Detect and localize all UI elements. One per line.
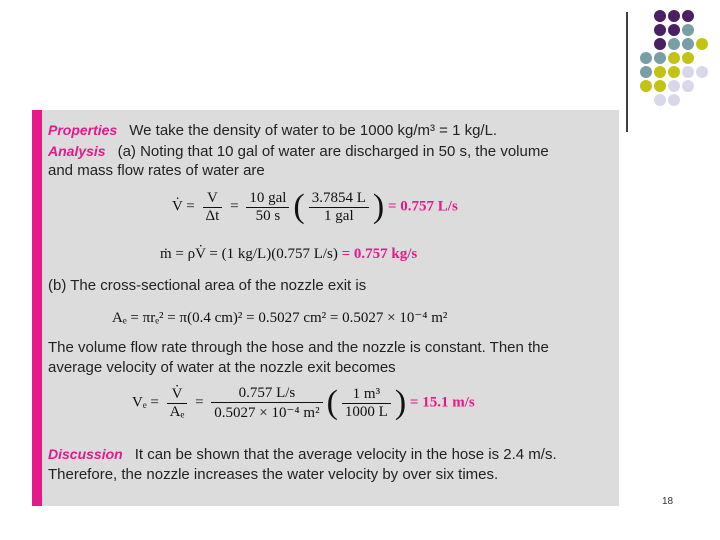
discussion-line-1 [48, 444, 557, 465]
decorative-dot [668, 80, 680, 92]
properties-label: Properties [48, 122, 118, 138]
analysis-text-2: and mass flow rates of water are [48, 162, 265, 179]
decorative-dot [654, 66, 666, 78]
eq1-equals: = [230, 198, 239, 215]
decorative-dot [654, 80, 666, 92]
eq2-lhs: ṁ = ρV̇ = [160, 246, 218, 262]
eq4-n3: 1 m³ [342, 386, 391, 404]
decorative-dot [668, 52, 680, 64]
page-number: 18 [662, 496, 674, 507]
eq4-d3: 1000 L [344, 403, 388, 420]
decorative-dot [682, 66, 694, 78]
eq1-d2: 1 gal [324, 207, 354, 224]
decorative-dot [668, 66, 680, 78]
paragraph-line-1: The volume flow rate through the hose and the nozzle is constant. Then the [48, 339, 549, 356]
eq4-d1: Aₑ [169, 403, 185, 420]
eq1-result: = 0.757 L/s [387, 198, 458, 215]
decorative-dot [682, 24, 694, 36]
properties-text: We take the density of water to be 1000 kg/m³ = 1 kg/L. [129, 122, 498, 139]
decorative-dot [654, 38, 666, 50]
part-b-text: (b) The cross-sectional area of the nozzle exit is [48, 277, 367, 294]
velocity-equation: Vₑ = $\frac{V̇}{\text{Aₑ}}$ = $\frac{0.757 L/s}{\text{0.5027 × 10⁻⁴ m²}}$ ( $\frac{\text{1 m³}}{1000 L}$ ) = 15.1 m/s [132, 384, 475, 421]
analysis-text-1: (a) Noting that 10 gal of water are discharged in 50 s, the volume [117, 143, 549, 160]
decorative-dot [640, 80, 652, 92]
eq1-n2: 3.7854 L [309, 190, 369, 208]
eq1-lhs: V̇ = [172, 198, 195, 215]
decorative-dot [668, 24, 680, 36]
decorative-dot [668, 10, 680, 22]
eq4-n2: 0.757 L/s [211, 385, 322, 403]
decorative-dot [682, 38, 694, 50]
eq4-frac-values [211, 385, 322, 422]
eq2-rhs: (1 kg/L)(0.757 L/s) [221, 246, 338, 262]
discussion-text-1: It can be shown that the average velocity in the hose is 2.4 m/s. [134, 446, 557, 463]
decorative-dot [668, 38, 680, 50]
eq1-n1: 10 gal [246, 190, 289, 208]
eq1-frac-conversion [309, 190, 369, 225]
eq1-v: V [203, 190, 223, 208]
properties-line [48, 120, 497, 141]
eq4-frac-conversion [342, 386, 391, 421]
eq4-frac-vdot-ae [167, 386, 188, 421]
example-solution-panel [32, 110, 619, 506]
decorative-dot [640, 66, 652, 78]
decorative-dot [654, 10, 666, 22]
eq4-equals: = [195, 394, 204, 411]
decorative-dot [682, 10, 694, 22]
eq1-frac-gal-s [246, 190, 289, 225]
decorative-dot [696, 66, 708, 78]
divider-line [626, 12, 628, 132]
eq4-n1: V̇ [167, 386, 188, 404]
eq4-d2: 0.5027 × 10⁻⁴ m² [214, 404, 320, 421]
eq4-lhs: Vₑ = [132, 394, 159, 411]
discussion-text-2: Therefore, the nozzle increases the water velocity by over six times. [48, 466, 499, 483]
accent-bar [32, 110, 42, 506]
analysis-label: Analysis [48, 143, 106, 159]
eq1-dt: Δt [205, 207, 220, 224]
eq2-result: = 0.757 kg/s [341, 246, 418, 262]
decorative-dot [654, 94, 666, 106]
analysis-line-1 [48, 141, 549, 162]
decorative-dot [682, 52, 694, 64]
mass-flow-equation [160, 246, 417, 263]
decorative-dot [640, 52, 652, 64]
discussion-label: Discussion [48, 446, 123, 462]
paragraph-line-2: average velocity of water at the nozzle exit becomes [48, 359, 396, 376]
decorative-dot [654, 52, 666, 64]
area-equation: Aₑ = πrₑ² = π(0.4 cm)² = 0.5027 cm² = 0.5027 × 10⁻⁴ m² [112, 310, 448, 326]
decorative-dot [668, 94, 680, 106]
decorative-dot [682, 80, 694, 92]
volume-flow-equation: V̇ = $\frac{V}{\Delta t}$ = $\frac{\text{10 gal}}{50 s}$ ( $\frac{3.7854 L}{\text{1 gal}}$ ) = 0.757 L/s [172, 188, 458, 225]
eq1-d1: 50 s [255, 207, 281, 224]
decorative-dot [696, 38, 708, 50]
decorative-dot [654, 24, 666, 36]
eq4-result: = 15.1 m/s [409, 394, 475, 411]
eq1-frac-v-dt [203, 190, 223, 225]
